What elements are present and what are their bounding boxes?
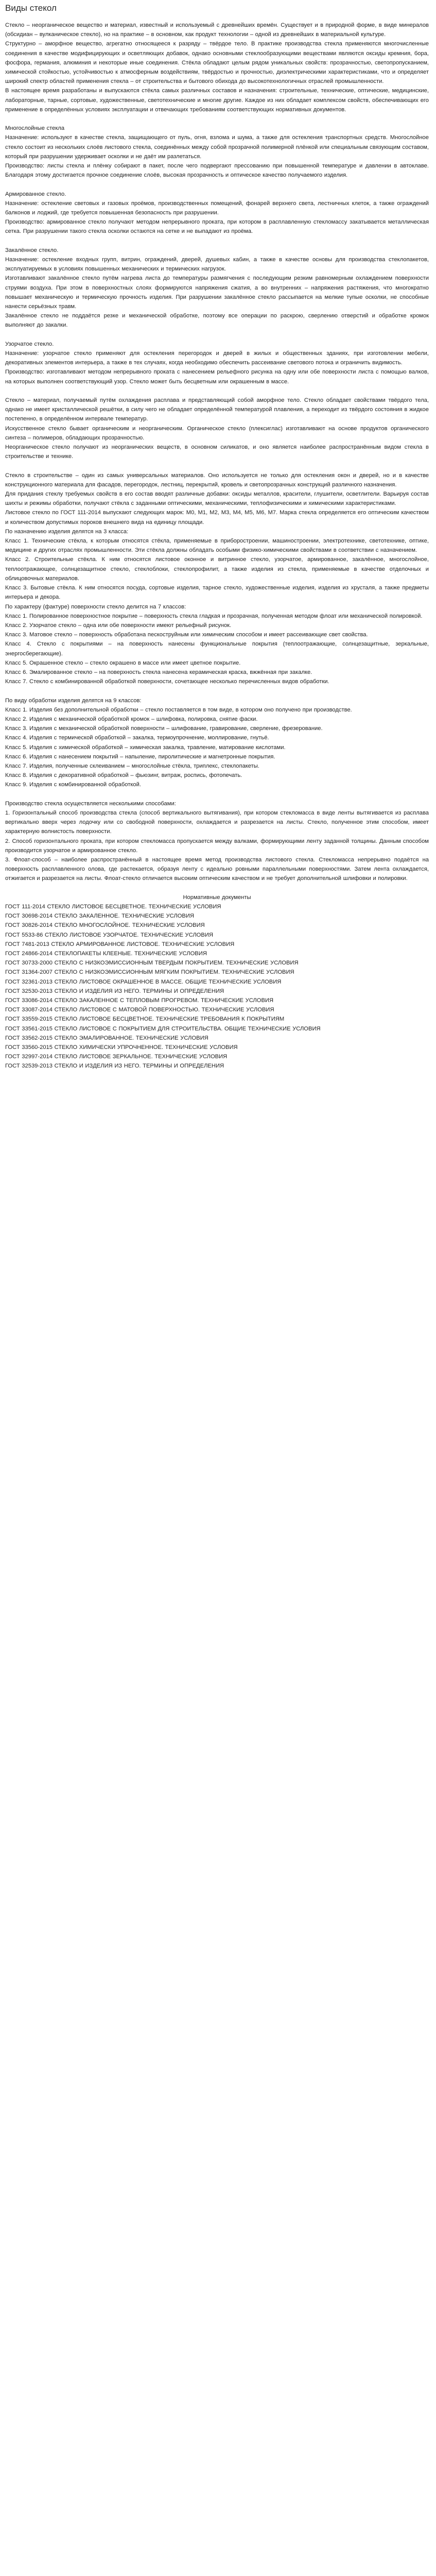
paragraph: Стекло – неорганическое вещество и материал, известный и используемый с древнейших времён. Существует и в природной форме, в виде минералов (обсидиан – вулканическое стекло), но на практике – в основном, как продукт технологии – одной из древнейших в материальной культуре. [5, 22, 429, 38]
paragraph: ГОСТ 30733-2000 СТЕКЛО С НИЗКОЭМИССИОННЫМ ТВЕРДЫМ ПОКРЫТИЕМ. ТЕХНИЧЕСКИЕ УСЛОВИЯ [5, 960, 299, 967]
paragraph: Узорчатое стекло. [5, 341, 54, 347]
paragraph: ГОСТ 31364-2007 СТЕКЛО С НИЗКОЭМИССИОННЫМ МЯГКИМ ПОКРЫТИЕМ. ТЕХНИЧЕСКИЕ УСЛОВИЯ [5, 969, 294, 976]
paragraph: 3. Флоат-способ – наиболее распространённый в настоящее время метод производства листового стекла. Стекломасса непрерывно подаётся на поверхность расплавленного олова, где растекается, образуя ленту с идеально ровными параллельными поверхностями. Затем лента охлаждается, отжигается и разрезается на листы. Флоат-стекло отличается высоким оптическим качеством и не требует дополнительной шлифовки и полировки. [5, 856, 429, 882]
paragraph: ГОСТ 24866-2014 СТЕКЛОПАКЕТЫ КЛЕЕНЫЕ. ТЕХНИЧЕСКИЕ УСЛОВИЯ [5, 950, 207, 957]
paragraph-spacer [5, 790, 429, 799]
paragraph: 2. Способ горизонтального проката, при котором стекломасса пропускается между валками, формирующими ленту заданной толщины. Данным способом производится узорчатое и армированное стекло. [5, 838, 429, 854]
paragraph: ГОСТ 32997-2014 СТЕКЛО ЛИСТОВОЕ ЗЕРКАЛЬНОЕ. ТЕХНИЧЕСКИЕ УСЛОВИЯ [5, 1054, 228, 1060]
paragraph: Стекло – материал, получаемый путём охлаждения расплава и представляющий собой аморфное тело. Стекло обладает свойствами твёрдого тела, однако не имеет кристаллической решётки, в силу чего не обладает определённой температурой плавления, а переходит из твёрдого состояния в жидкое постепенно, в определённом интервале температур. [5, 397, 429, 422]
paragraph: 1. Горизонтальный способ производства стекла (способ вертикального вытягивания), при котором стекломасса в виде ленты вытягивается из расплава вертикально вверх через лодочку или со свободной поверхности, охлаждается и разрезается на листы. Стекло, полученное этим способом, имеет характерную волнистость поверхности. [5, 809, 429, 835]
paragraph-spacer [5, 114, 429, 124]
paragraph: Закалённое стекло не поддаётся резке и механической обработке, поэтому все операции по раскрою, сверлению отверстий и обработке кромок выполняют до закалки. [5, 313, 429, 329]
paragraph: Назначение: узорчатое стекло применяют для остекления перегородок и дверей в жилых и общественных зданиях, при изготовлении мебели, декоративных элементов интерьера, а также в тех случаях, когда необходимо обеспечить рассеивание светового потока и ограничить видимость. [5, 350, 429, 366]
paragraph: Листовое стекло по ГОСТ 111-2014 выпускают следующих марок: М0, М1, М2, М3, М4, М5, М6, М7. Марка стекла определяется его оптическим качеством и количеством допустимых пороков внешнего вида на единицу площади. [5, 510, 429, 526]
paragraph: ГОСТ 33086-2014 СТЕКЛО ЗАКАЛЕННОЕ С ТЕПЛОВЫМ ПРОГРЕВОМ. ТЕХНИЧЕСКИЕ УСЛОВИЯ [5, 997, 274, 1004]
paragraph: По назначению изделия делятся на 3 класса: [5, 528, 129, 535]
paragraph: Производство: армированное стекло получают методом непрерывного проката, при котором в расплавленную стекломассу закатывается металлическая сетка. При разрушении такого стекла осколки остаются на сетке и не выпадают из проёма. [5, 219, 429, 235]
paragraph: ГОСТ 32361-2013 СТЕКЛО ЛИСТОВОЕ ОКРАШЕННОЕ В МАССЕ. ОБЩИЕ ТЕХНИЧЕСКИЕ УСЛОВИЯ [5, 978, 282, 985]
paragraph-spacer [5, 686, 429, 696]
paragraph: ГОСТ 33559-2015 СТЕКЛО ЛИСТОВОЕ БЕСЦВЕТНОЕ. ТЕХНИЧЕСКИЕ ТРЕБОВАНИЯ К ПОКРЫТИЯМ [5, 1016, 285, 1023]
paragraph: Нормативные документы [183, 894, 251, 901]
paragraph: Стекло в строительстве – один из самых универсальных материалов. Оно используется не только для остекления окон и дверей, но и в качестве конструкционного материала для фасадов, перегородок, лестниц, перекрытий, кровель и светопрозрачных конструкций различного назначения. [5, 472, 429, 488]
paragraph: Искусственное стекло бывает органическим и неорганическим. Органическое стекло (плексиглас) изготавливают на основе продуктов органического синтеза – полимеров, обладающих прозрачностью. [5, 425, 429, 441]
paragraph: Неорганическое стекло получают из неорганических веществ, в основном силикатов, и оно является наиболее распространённым видом стекла в строительстве и технике. [5, 444, 429, 460]
paragraph: Класс 1. Технические стёкла, к которым относятся стёкла, применяемые в приборостроении, машиностроении, электротехнике, светотехнике, оптике, медицине и других отраслях промышленности. Эти стёкла должны обладать особыми физико-химическими свойствами в соответствии с назначением. [5, 538, 429, 554]
paragraph: Класс 2. Узорчатое стекло – одна или обе поверхности имеют рельефный рисунок. [5, 622, 232, 629]
paragraph: Для придания стеклу требуемых свойств в его состав вводят различные добавки: оксиды металлов, красители, глушители, осветлители. Варьируя состав шихты и режимы обработки, получают стёкла с заданными оптическими, механическими, теплофизическими и химическими характеристиками. [5, 491, 429, 507]
paragraph: Класс 7. Изделия, полученные склеиванием – многослойные стёкла, триплекс, стеклопакеты. [5, 762, 259, 769]
paragraph: Структурно – аморфное вещество, агрегатно относящееся к разряду – твёрдое тело. В практике производства стекла применяются многочисленные соединения в качестве модифицирующих и осветляющих добавок, однако основными стеклообразующими веществами являются оксиды кремния, бора, фосфора, германия, алюминия и некоторые иные соединения. Стёкла обладают целым рядом уникальных свойств: прозрачностью, светопропусканием, химической стойкостью, устойчивостью к атмосферным воздействиям, твёрдостью и прочностью, диэлектрическими характеристиками, что и определяет широкий спектр областей применения стекла – от строительства и бытового обихода до высокотехнологичных отраслей промышленности. [5, 41, 429, 85]
paragraph: Производство: листы стекла и плёнку собирают в пакет, после чего подвергают прессованию при повышенной температуре и давлении в автоклаве. Благодаря этому достигается прочное соединение слоёв, высокая прозрачность и оптическое качество получаемого изделия. [5, 163, 429, 179]
paragraph: Класс 3. Изделия с механической обработкой поверхности – шлифование, гравирование, сверление, фрезерование. [5, 725, 323, 732]
paragraph: Производство стекла осуществляется несколькими способами: [5, 800, 176, 807]
paragraph: ГОСТ 30826-2014 СТЕКЛО МНОГОСЛОЙНОЕ. ТЕХНИЧЕСКИЕ УСЛОВИЯ [5, 922, 205, 929]
paragraph: Класс 2. Строительные стёкла. К ним относятся листовое оконное и витринное стекло, узорчатое, армированное, закалённое, многослойное, теплоотражающее, солнцезащитное стекло, стеклоблоки, стеклопрофилит, а также изделия из стекла, применяемые в качестве отделочных и облицовочных материалов. [5, 556, 429, 582]
paragraph: Изготавливают закалённое стекло путём нагрева листа до температуры размягчения с последующим резким равномерным охлаждением поверхности струями воздуха. При этом в поверхностных слоях формируются напряжения сжатия, а во внутренних – напряжения растяжения, что многократно повышает механическую и термическую прочность изделия. При разрушении закалённое стекло рассыпается на мелкие тупые осколки, не способные нанести серьёзных травм. [5, 275, 429, 310]
paragraph: Назначение: остекление входных групп, витрин, ограждений, дверей, душевых кабин, а также в качестве основы для производства стеклопакетов, эксплуатируемых в условиях повышенных механических и термических нагрузок. [5, 257, 429, 273]
paragraph: ГОСТ 33561-2015 СТЕКЛО ЛИСТОВОЕ С ПОКРЫТИЕМ ДЛЯ СТРОИТЕЛЬСТВА. ОБЩИЕ ТЕХНИЧЕСКИЕ УСЛОВИЯ [5, 1025, 321, 1032]
paragraph: Класс 3. Бытовые стёкла. К ним относятся посуда, сортовые изделия, тарное стекло, художественные изделия, изделия из хрусталя, а также предметы интерьера и декора. [5, 585, 429, 601]
paragraph: Класс 6. Эмалированное стекло – на поверхность стекла нанесена керамическая краска, вжжённая при закалке. [5, 669, 312, 675]
paragraph: ГОСТ 5533-86 СТЕКЛО ЛИСТОВОЕ УЗОРЧАТОЕ. ТЕХНИЧЕСКИЕ УСЛОВИЯ [5, 931, 213, 938]
page-title: Виды стекол [5, 3, 57, 13]
paragraph: ГОСТ 33560-2015 СТЕКЛО ХИМИЧЕСКИ УПРОЧНЕННОЕ. ТЕХНИЧЕСКИЕ УСЛОВИЯ [5, 1044, 238, 1050]
paragraph: Класс 7. Стекло с комбинированной обработкой поверхности, сочетающее несколько перечисленных видов обработки. [5, 679, 329, 685]
paragraph: По характеру (фактуре) поверхности стекло делится на 7 классов: [5, 603, 186, 610]
paragraph: ГОСТ 32539-2013 СТЕКЛО И ИЗДЕЛИЯ ИЗ НЕГО. ТЕРМИНЫ И ОПРЕДЕЛЕНИЯ [5, 1063, 224, 1070]
paragraph: ГОСТ 33087-2014 СТЕКЛО ЛИСТОВОЕ С МАТОВОЙ ПОВЕРХНОСТЬЮ. ТЕХНИЧЕСКИЕ УСЛОВИЯ [5, 1007, 274, 1013]
document-body [5, 21, 429, 1071]
paragraph-spacer [5, 236, 429, 246]
paragraph: ГОСТ 32530-2013 СТЕКЛО И ИЗДЕЛИЯ ИЗ НЕГО. ТЕРМИНЫ И ОПРЕДЕЛЕНИЯ [5, 988, 224, 994]
paragraph: Класс 5. Окрашенное стекло – стекло окрашено в массе или имеет цветное покрытие. [5, 659, 241, 666]
paragraph: Класс 2. Изделия с механической обработкой кромок – шлифовка, полировка, снятие фаски. [5, 716, 258, 722]
paragraph: ГОСТ 30698-2014 СТЕКЛО ЗАКАЛЕННОЕ. ТЕХНИЧЕСКИЕ УСЛОВИЯ [5, 913, 195, 920]
paragraph: Класс 6. Изделия с нанесением покрытий – напыление, пиролитические и магнетронные покрытия. [5, 753, 275, 760]
paragraph: Многослойные стекла [5, 125, 65, 132]
paragraph: Класс 3. Матовое стекло – поверхность обработана пескоструйным или химическим способом и имеет рассеивающие свет свойства. [5, 632, 368, 638]
paragraph: Класс 1. Изделия без дополнительной обработки – стекло поставляется в том виде, в котором оно получено при производстве. [5, 706, 352, 713]
paragraph: ГОСТ 33562-2015 СТЕКЛО ЭМАЛИРОВАННОЕ. ТЕХНИЧЕСКИЕ УСЛОВИЯ [5, 1035, 208, 1041]
paragraph: Назначение: остекление световых и газовых проёмов, производственных помещений, фонарей верхнего света, лестничных клеток, а также ограждений балконов и лоджий, где требуется повышенная безопасность при разрушении. [5, 200, 429, 216]
paragraph-spacer [5, 180, 429, 189]
paragraph: Класс 1. Полированное поверхностное покрытие – поверхность стекла гладкая и прозрачная, полученная методом флоат или механической полировкой. [5, 613, 423, 619]
paragraph-spacer [5, 330, 429, 340]
paragraph: ГОСТ 7481-2013 СТЕКЛО АРМИРОВАННОЕ ЛИСТОВОЕ. ТЕХНИЧЕСКИЕ УСЛОВИЯ [5, 941, 235, 947]
paragraph-spacer [5, 461, 429, 470]
paragraph: ГОСТ 111-2014 СТЕКЛО ЛИСТОВОЕ БЕСЦВЕТНОЕ. ТЕХНИЧЕСКИЕ УСЛОВИЯ [5, 903, 221, 910]
paragraph: Класс 8. Изделия с декоративной обработкой – фьюзинг, витраж, роспись, фотопечать. [5, 772, 242, 779]
paragraph-spacer [5, 386, 429, 396]
paragraph: По виду обработки изделия делятся на 9 классов: [5, 697, 142, 704]
paragraph: Класс 4. Изделия с термической обработкой – закалка, термоупрочнение, моллирование, гнутьё. [5, 735, 269, 741]
paragraph: В настоящее время разработаны и выпускаются стёкла самых различных составов и назначения: строительные, технические, оптические, медицинские, лабораторные, тарные, сортовые, художественные, светотехнические и многие другие. Каждое из них обладает комплексом свойств, обеспечивающих его применение в определённых условиях эксплуатации и отвечающих требованиям соответствующих нормативных документов. [5, 88, 429, 113]
paragraph: Назначение: используют в качестве стекла, защищающего от пуль, огня, взлома и шума, а также для остекления транспортных средств. Многослойное стекло состоит из нескольких слоёв листового стекла, соединённых между собой прозрачной полимерной плёнкой или специальным связующим составом, который при разрушении удерживает осколки и не даёт им разлетаться. [5, 134, 429, 160]
paragraph: Армированное стекло. [5, 191, 66, 197]
paragraph: Закалённое стекло. [5, 247, 59, 253]
paragraph-spacer [5, 884, 429, 893]
paragraph: Класс 9. Изделия с комбинированной обработкой. [5, 782, 141, 788]
paragraph: Производство: изготавливают методом непрерывного проката с нанесением рельефного рисунка на одну или обе поверхности листа с помощью валков, на которых выполнен соответствующий узор. Стекло может быть бесцветным или окрашенным в массе. [5, 369, 429, 385]
paragraph: Класс 4. Стекло с покрытиями – на поверхность нанесены функциональные покрытия (теплоотражающие, солнцезащитные, зеркальные, энергосберегающие). [5, 641, 429, 657]
paragraph: Класс 5. Изделия с химической обработкой – химическая закалка, травление, матирование кислотами. [5, 744, 286, 751]
